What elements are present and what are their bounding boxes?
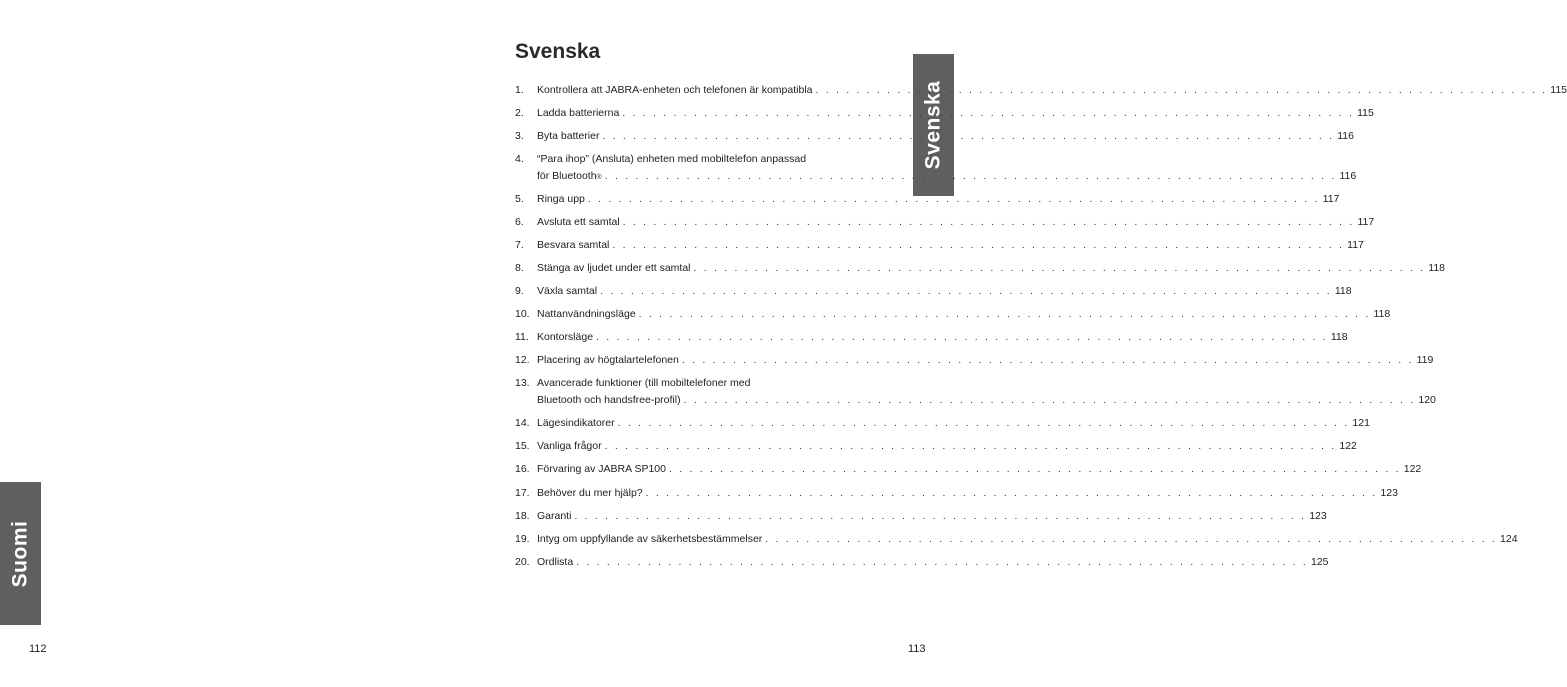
toc-entry bbox=[515, 237, 1364, 254]
toc-entry bbox=[515, 283, 1352, 300]
section-tab-label: Svenska bbox=[921, 80, 945, 170]
toc-entry-number: 11. bbox=[515, 331, 529, 343]
toc-entry-page: 119 bbox=[1416, 354, 1434, 366]
toc-entry-number: 2. bbox=[515, 107, 524, 119]
toc-entry bbox=[515, 191, 1340, 208]
toc-entry-page: 117 bbox=[1322, 193, 1340, 205]
toc-entry bbox=[515, 306, 1391, 323]
dot-leader: . . . . . . . . . . . . . . . . . . . . . . . . . . . . . . . . . . . . . . . . . . . . . . . . . . . . . . . . . . . . . . . . . . . . . . . . bbox=[765, 533, 1498, 545]
toc-entry: 4. “Para ihop” (Ansluta) enheten med mobiltelefon anpassad för Bluetooth ® . . . . . . . . . . . . . . . . . . . . . . . . . . . . . . . . . . . . . . . . . . . . . . . . . . . . . . . . . . . . . . . . . . . . . . . . 116 bbox=[515, 151, 894, 185]
dot-leader: . . . . . . . . . . . . . . . . . . . . . . . . . . . . . . . . . . . . . . . . . . . . . . . . . . . . . . . . . . . . . . . . . . . . . . . . bbox=[604, 440, 1337, 452]
toc-entry bbox=[515, 105, 1374, 122]
toc-entry bbox=[515, 352, 1434, 369]
section-tab-label: Suomi bbox=[8, 520, 32, 587]
toc-entry-number: 5. bbox=[515, 193, 524, 205]
toc-entry-number: 17. bbox=[515, 487, 530, 499]
toc-entry-title: Avancerade funktioner (till mobiltelefoner med bbox=[537, 377, 751, 389]
toc-entry-title: Nattanvändningsläge bbox=[537, 308, 636, 320]
toc-entry-page: 116 bbox=[1339, 170, 1357, 182]
toc-entry bbox=[515, 375, 1436, 409]
toc-entry-title: Placering av högtalartelefonen bbox=[537, 354, 679, 366]
toc-entry-title: Växla samtal bbox=[537, 285, 598, 297]
toc-entry-number: 15. bbox=[515, 440, 530, 452]
dot-leader: . . . . . . . . . . . . . . . . . . . . . . . . . . . . . . . . . . . . . . . . . . . . . . . . . . . . . . . . . . . . . . . . . . . . . . . . bbox=[668, 463, 1401, 475]
toc-entry-number: 16. bbox=[515, 463, 530, 475]
toc-entry-number: 9. bbox=[515, 285, 524, 297]
toc-entry-title: Kontrollera att JABRA-enheten och telefonen är kompatibla bbox=[537, 84, 813, 96]
toc-entry-page: 118 bbox=[1330, 331, 1348, 343]
toc-entry-title: Ordlista bbox=[537, 556, 574, 568]
toc-entry-number: 13. bbox=[515, 377, 530, 389]
toc-entry-title: Stänga av ljudet under ett samtal bbox=[537, 262, 691, 274]
toc-entry-number: 1. bbox=[515, 84, 524, 96]
dot-leader: . . . . . . . . . . . . . . . . . . . . . . . . . . . . . . . . . . . . . . . . . . . . . . . . . . . . . . . . . . . . . . . . . . . . . . . . bbox=[815, 84, 1548, 96]
toc-entry bbox=[515, 260, 1446, 277]
toc-entry bbox=[515, 554, 1329, 571]
toc-entry-title: Intyg om uppfyllande av säkerhetsbestämmelser bbox=[537, 533, 763, 545]
toc-entry-number: 7. bbox=[515, 239, 524, 251]
toc-entry bbox=[515, 415, 1370, 432]
toc-entry bbox=[515, 214, 1375, 231]
toc-entry-number: 4. bbox=[515, 153, 524, 165]
dot-leader: . . . . . . . . . . . . . . . . . . . . . . . . . . . . . . . . . . . . . . . . . . . . . . . . . . . . . . . . . . . . . . . . . . . . . . . . bbox=[574, 510, 1307, 522]
toc-entry-title: “Para ihop” (Ansluta) enheten med mobiltelefon anpassad bbox=[537, 153, 807, 165]
toc-entry-title: Bluetooth och handsfree-profil) bbox=[537, 394, 681, 406]
toc-entry-page: 117 bbox=[1347, 239, 1364, 251]
toc-entry-page: 118 bbox=[1373, 308, 1391, 320]
toc-entry-title: Behöver du mer hjälp? bbox=[537, 487, 643, 499]
toc-entry-page: 125 bbox=[1310, 556, 1329, 568]
toc-entry-number: 3. bbox=[515, 130, 524, 142]
dot-leader: . . . . . . . . . . . . . . . . . . . . . . . . . . . . . . . . . . . . . . . . . . . . . . . . . . . . . . . . . . . . . . . . . . . . . . . . bbox=[587, 193, 1320, 205]
dot-leader: . . . . . . . . . . . . . . . . . . . . . . . . . . . . . . . . . . . . . . . . . . . . . . . . . . . . . . . . . . . . . . . . . . . . . . . . bbox=[576, 556, 1308, 568]
dot-leader: . . . . . . . . . . . . . . . . . . . . . . . . . . . . . . . . . . . . . . . . . . . . . . . . . . . . . . . . . . . . . . . . . . . . . . . . bbox=[645, 487, 1378, 499]
toc-entry bbox=[515, 531, 1518, 548]
dot-leader: . . . . . . . . . . . . . . . . . . . . . . . . . . . . . . . . . . . . . . . . . . . . . . . . . . . . . . . . . . . . . . . . . . . . . . . . bbox=[604, 170, 1337, 182]
toc-entry-page: 115 bbox=[1357, 107, 1374, 119]
dot-leader: . . . . . . . . . . . . . . . . . . . . . . . . . . . . . . . . . . . . . . . . . . . . . . . . . . . . . . . . . . . . . . . . . . . . . . . . bbox=[622, 107, 1355, 119]
toc-entry-page: 122 bbox=[1339, 440, 1357, 452]
toc-entry-title: Besvara samtal bbox=[537, 239, 610, 251]
dot-leader: . . . . . . . . . . . . . . . . . . . . . . . . . . . . . . . . . . . . . . . . . . . . . . . . . . . . . . . . . . . . . . . . . . . . . . . . bbox=[638, 308, 1371, 320]
toc-entry bbox=[515, 82, 1567, 99]
toc-entry-title: för Bluetooth bbox=[537, 170, 597, 182]
dot-leader: . . . . . . . . . . . . . . . . . . . . . . . . . . . . . . . . . . . . . . . . . . . . . . . . . . . . . . . . . . . . . . . . . . . . . . . . bbox=[622, 216, 1355, 228]
dot-leader: . . . . . . . . . . . . . . . . . . . . . . . . . . . . . . . . . . . . . . . . . . . . . . . . . . . . . . . . . . . . . . . . . . . . . . . . bbox=[596, 331, 1328, 343]
toc-entry-page: 115 bbox=[1550, 84, 1567, 96]
toc-entry-number: 14. bbox=[515, 417, 530, 429]
toc-entry-title: Garanti bbox=[537, 510, 572, 522]
toc-entry-page: 118 bbox=[1428, 262, 1446, 274]
toc-entry-page: 124 bbox=[1500, 533, 1518, 545]
toc-entry-page: 120 bbox=[1418, 394, 1436, 406]
dot-leader: . . . . . . . . . . . . . . . . . . . . . . . . . . . . . . . . . . . . . . . . . . . . . . . . . . . . . . . . . . . . . . . . . . . . . . . . bbox=[600, 285, 1332, 297]
toc-entry-page: 123 bbox=[1309, 510, 1327, 522]
section-tab-suomi bbox=[0, 482, 41, 625]
toc-entry-number: 20. bbox=[515, 556, 530, 568]
dot-leader: . . . . . . . . . . . . . . . . . . . . . . . . . . . . . . . . . . . . . . . . . . . . . . . . . . . . . . . . . . . . . . . . . . . . . . . . bbox=[693, 262, 1426, 274]
toc-entry bbox=[515, 508, 1327, 525]
dot-leader: . . . . . . . . . . . . . . . . . . . . . . . . . . . . . . . . . . . . . . . . . . . . . . . . . . . . . . . . . . . . . . . . . . . . . . . . bbox=[602, 130, 1335, 142]
dot-leader: . . . . . . . . . . . . . . . . . . . . . . . . . . . . . . . . . . . . . . . . . . . . . . . . . . . . . . . . . . . . . . . . . . . . . . . . bbox=[612, 239, 1345, 251]
dot-leader: . . . . . . . . . . . . . . . . . . . . . . . . . . . . . . . . . . . . . . . . . . . . . . . . . . . . . . . . . . . . . . . . . . . . . . . . bbox=[681, 354, 1414, 366]
page-number-left: 112 bbox=[29, 643, 47, 655]
toc-entry bbox=[515, 329, 1348, 346]
toc-entry-title: Lägesindikatorer bbox=[537, 417, 615, 429]
toc-entry-title: Ringa upp bbox=[537, 193, 585, 205]
toc-entry-page: 117 bbox=[1357, 216, 1375, 228]
toc-entry-number: 12. bbox=[515, 354, 530, 366]
toc-entry-page: 123 bbox=[1380, 487, 1398, 499]
page-number-right: 113 bbox=[908, 643, 926, 655]
toc-entry-page: 118 bbox=[1334, 285, 1352, 297]
toc-entry bbox=[515, 128, 1354, 145]
toc-entry-title: Byta batterier bbox=[537, 130, 600, 142]
toc-entry-title: Förvaring av JABRA SP100 bbox=[537, 463, 666, 475]
toc-entry bbox=[515, 438, 1357, 455]
toc-entry-number: 8. bbox=[515, 262, 524, 274]
toc-entry-page: 122 bbox=[1403, 463, 1422, 475]
toc-entry bbox=[515, 461, 1422, 478]
toc-entry-page: 116 bbox=[1337, 130, 1354, 142]
dot-leader: . . . . . . . . . . . . . . . . . . . . . . . . . . . . . . . . . . . . . . . . . . . . . . . . . . . . . . . . . . . . . . . . . . . . . . . . bbox=[683, 394, 1416, 406]
toc-entry-number: 6. bbox=[515, 216, 524, 228]
toc-entry-number: 19. bbox=[515, 533, 530, 545]
toc-entry-title: Avsluta ett samtal bbox=[537, 216, 620, 228]
toc-entry-number: 18. bbox=[515, 510, 530, 522]
toc-entry bbox=[515, 485, 1398, 502]
dot-leader: . . . . . . . . . . . . . . . . . . . . . . . . . . . . . . . . . . . . . . . . . . . . . . . . . . . . . . . . . . . . . . . . . . . . . . . . bbox=[617, 417, 1350, 429]
toc-entry-page: 121 bbox=[1352, 417, 1370, 429]
toc-entry-title: Vanliga frågor bbox=[537, 440, 602, 452]
toc-entry-title: Kontorsläge bbox=[537, 331, 594, 343]
page-title: Svenska bbox=[515, 40, 601, 63]
toc-entry-number: 10. bbox=[515, 308, 530, 320]
toc-entry-title: Ladda batterierna bbox=[537, 107, 620, 119]
